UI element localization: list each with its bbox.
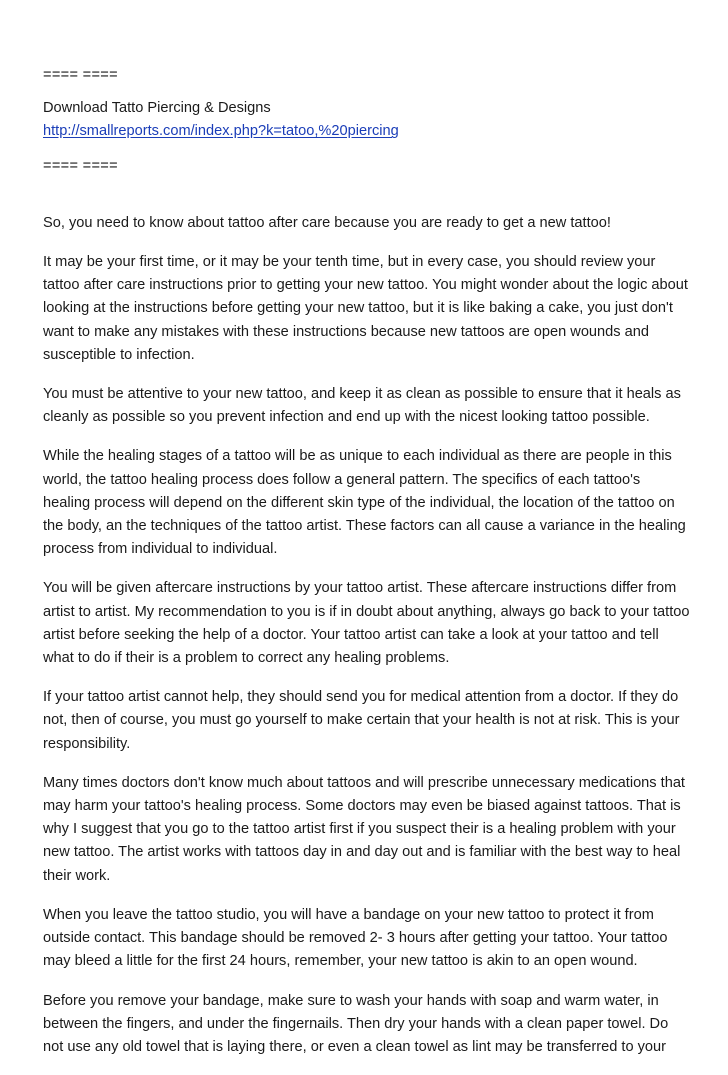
paragraph: You must be attentive to your new tattoo, and keep it as clean as possible to ensure that it heals as cleanly as possible so you prevent infection and end up with the nicest looking tattoo possible. (43, 386, 681, 426)
separator-bottom: ==== ==== (43, 157, 118, 174)
paragraph: While the healing stages of a tattoo will be as unique to each individual as there are people in this world, the tattoo healing process does follow a general pattern. The specifics of each tattoo's healing process will depend on the different skin type of the individual, the location of the tattoo on the body, an the techniques of the tattoo artist. These factors can all cause a variance in the healing process from individual to individual. (43, 448, 686, 558)
paragraph: Many times doctors don't know much about tattoos and will prescribe unnecessary medications that may harm your tattoo's healing process. Some doctors may even be biased against tattoos. That is why I suggest that you go to the tattoo artist first if you suspect their is a healing problem with your new tattoo. The artist works with tattoos day in and day out and is familiar with the best way to heal their work. (43, 774, 685, 884)
document-page (43, 64, 691, 1075)
paragraph: If your tattoo artist cannot help, they should send you for medical attention from a doctor. If they do not, then of course, you must go yourself to make certain that your health is not at risk. This is your responsibility. (43, 689, 680, 752)
paragraph: Before you remove your bandage, make sure to wash your hands with soap and warm water, in between the fingers, and under the fingernails. Then dry your hands with a clean paper towel. Do not use any old towel that is laying there, or even a clean towel as lint may be transferred to your (43, 992, 669, 1055)
download-title: Download Tatto Piercing & Designs (43, 100, 271, 117)
download-link[interactable]: http://smallreports.com/index.php?k=tatoo,%20piercing (43, 123, 399, 140)
paragraph: You will be given aftercare instructions by your tattoo artist. These aftercare instructions differ from artist to artist. My recommendation to you is if in doubt about anything, always go back to your tattoo artist before seeking the help of a doctor. Your tattoo artist can take a look at your tattoo and tell what to do if their is a problem to correct any healing problems. (43, 580, 690, 667)
paragraph: When you leave the tattoo studio, you will have a bandage on your new tattoo to protect it from outside contact. This bandage should be removed 2- 3 hours after getting your tattoo. Your tattoo may bleed a little for the first 24 hours, remember, your new tattoo is akin to an open wound. (43, 906, 668, 970)
paragraph: So, you need to know about tattoo after care because you are ready to get a new tattoo! (43, 214, 611, 231)
separator-top: ==== ==== (43, 67, 118, 83)
article-body (43, 212, 691, 1059)
paragraph: It may be your first time, or it may be your tenth time, but in every case, you should review your tattoo after care instructions prior to getting your new tattoo. You might wonder about the logic about looking at the instructions before getting your new tattoo, but it is like baking a cake, you just don't want to make any mistakes with these instructions because new tattoos are open wounds and susceptible to infection. (43, 254, 688, 363)
